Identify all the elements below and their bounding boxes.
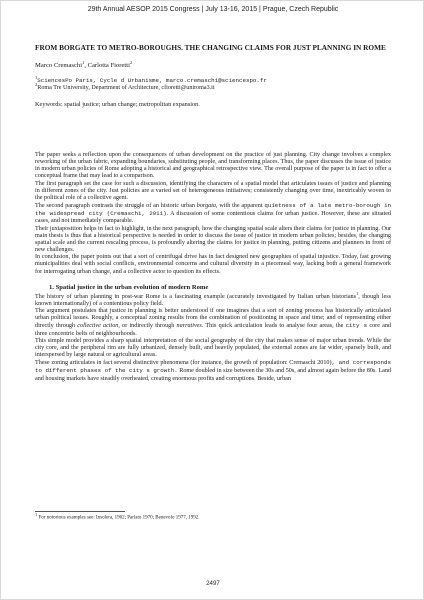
text-run: , though less known internationally) of a contentious policy field. bbox=[35, 293, 391, 308]
body-text bbox=[35, 152, 391, 383]
author-separator: , bbox=[84, 61, 88, 69]
author-name: Marco Cremaschi bbox=[35, 61, 83, 69]
author-affil-marker: 1 bbox=[82, 59, 85, 65]
author-line bbox=[35, 59, 391, 69]
paragraph: The first paragraph set the case for such a discussion, identifying the characters of a spatial model that articulates issues of justice and planning in different zones of the city. Just policies are a varied set of heterogeneous initiatives; consistently changing over time, inextricably woven to the political role of a collective agent. bbox=[35, 180, 391, 201]
affil-marker: 2 bbox=[35, 82, 38, 88]
keywords: Keywords: spatial justice; urban change; metropolitan expansion. bbox=[35, 101, 200, 109]
text-run: These zoning articulates in fact several distinctive phenomena (for instance, the growth of population: Cremaschi 2010) bbox=[35, 360, 332, 367]
paper-title: FROM BORGATE TO METRO-BOROUGHS. THE CHANGING CLAIMS FOR JUST PLANNING IN ROME bbox=[35, 43, 386, 52]
author-name: Carlotta Fioretti bbox=[87, 61, 130, 69]
paragraph: In conclusion, the paper points out that a sort of centrifugal drive has in fact designed new geographies of spatial injustice. Today, fast growing municipalities deal with social conflicts, environmental concerns and cultural diversity in a piecemeal way, lacking both a general framework for interrogating urban change, and a collective actor to question its effects. bbox=[35, 254, 391, 275]
affiliation-text: SciencesPo Paris, Cycle d Urbanisme, marco.cremaschi@sciencespo.fr bbox=[37, 76, 267, 84]
mono-text-run: city s bbox=[345, 322, 368, 330]
affiliation-2 bbox=[35, 82, 391, 93]
text-run: , with the apparent bbox=[216, 203, 265, 210]
paragraph bbox=[35, 202, 391, 225]
affiliation-text: Roma Tre University, Department of Architecture, cfioretti@uniroma3.it bbox=[37, 85, 215, 92]
page-number: 2497 bbox=[206, 580, 220, 587]
section-heading: 1. Spatial justice in the urban evolution of modern Rome bbox=[49, 283, 209, 291]
text-run: core and three concentric belts of neighbourhoods. bbox=[35, 323, 392, 337]
paragraph: Their juxtaposition helps in fact to highlight, in the next paragraph, how the changing spatial scale alters their claims for justice in planning. Our main thesis is thus that a historical perspective is needed in order to discuss the issue of justice in modern urban policies; besides, the changing spatial scale and the current rescaling process, is profoundly altering the claims for justice in planning, putting citizens and planners in front of new challenges. bbox=[35, 225, 391, 254]
text-run: The second paragraph contrasts the struggle of an historic urban bbox=[35, 203, 197, 210]
footnote-marker: 1 bbox=[356, 290, 359, 296]
mono-text-run: quietness of a late metro-borough in the widespread city (Cremaschi, 2011) bbox=[35, 202, 392, 218]
footnote-marker: 1 bbox=[35, 512, 38, 517]
text-run: The argument postulates that justice in planning is better understood if one imagines that a sort of zoning process has historically articulated urban political issues. Roughly, a conceptual zoning results from the combination of positioning in space and time; and of representing either directly through bbox=[35, 308, 391, 330]
author-affil-marker: 2 bbox=[129, 59, 133, 65]
text-run: Rome doubled in size between the 30s and 50s, and almost again before the 80s. Land and housing markets have steadily overheated, creating enormous profits and corruptions. Beside, urban bbox=[35, 368, 391, 382]
text-run: , or indirectly through bbox=[118, 323, 177, 330]
paragraph: The paper seeks a reflection upon the consequences of urban development on the practice of just planning. City change involves a complex reworking of the urban fabric, expanding boundaries, substituting people, and transforming places. Thus, the paper discusses the issue of justice in modern urban policies of Rome adopting a historical and geographical retrospective view. The overall purpose of the paper is in fact to offer a conceptual frame that may lead to a comparison. bbox=[35, 152, 391, 180]
footnote-text: For notorious examples see: Insolera, 1962; Parlato 1970; Benevolo 1977, 1992. bbox=[37, 515, 200, 521]
paragraph bbox=[35, 290, 391, 308]
text-run: The history of urban planning in post-war Rome is a fascinating example (accurately investigated by Italian urban historians bbox=[35, 293, 357, 300]
italic-term: collective action bbox=[77, 323, 119, 330]
footnote bbox=[35, 512, 391, 521]
paragraph bbox=[35, 308, 391, 338]
italic-term: borgata bbox=[196, 203, 216, 210]
paragraph bbox=[35, 359, 391, 382]
text-run: . This quick articulation leads to analyse four areas, the bbox=[201, 323, 346, 330]
paragraph: This simple model provides a sharp spatial interpretation of the social geography of the city that makes sense of major urban trends. While the city core, and the peripheral rim are fully urbanized, densely built, and heavily populated, the external zones are far wider, sparsely built, and interspersed by large natural or agricultural areas. bbox=[35, 337, 391, 359]
footnote-divider bbox=[35, 511, 125, 512]
affil-marker: 1 bbox=[35, 74, 38, 80]
mono-text-run: , and corresponds to different phases of the city s growth. bbox=[35, 359, 391, 375]
text-run: . A discussion of some contentious claims for urban justice. However, these are situated cases, and not immediately comparable. bbox=[35, 211, 391, 225]
running-header: 29th Annual AESOP 2015 Congress | July 13-16, 2015 | Prague, Czech Republic bbox=[87, 6, 339, 13]
front-matter bbox=[35, 44, 391, 108]
italic-term: narratives bbox=[176, 323, 202, 330]
